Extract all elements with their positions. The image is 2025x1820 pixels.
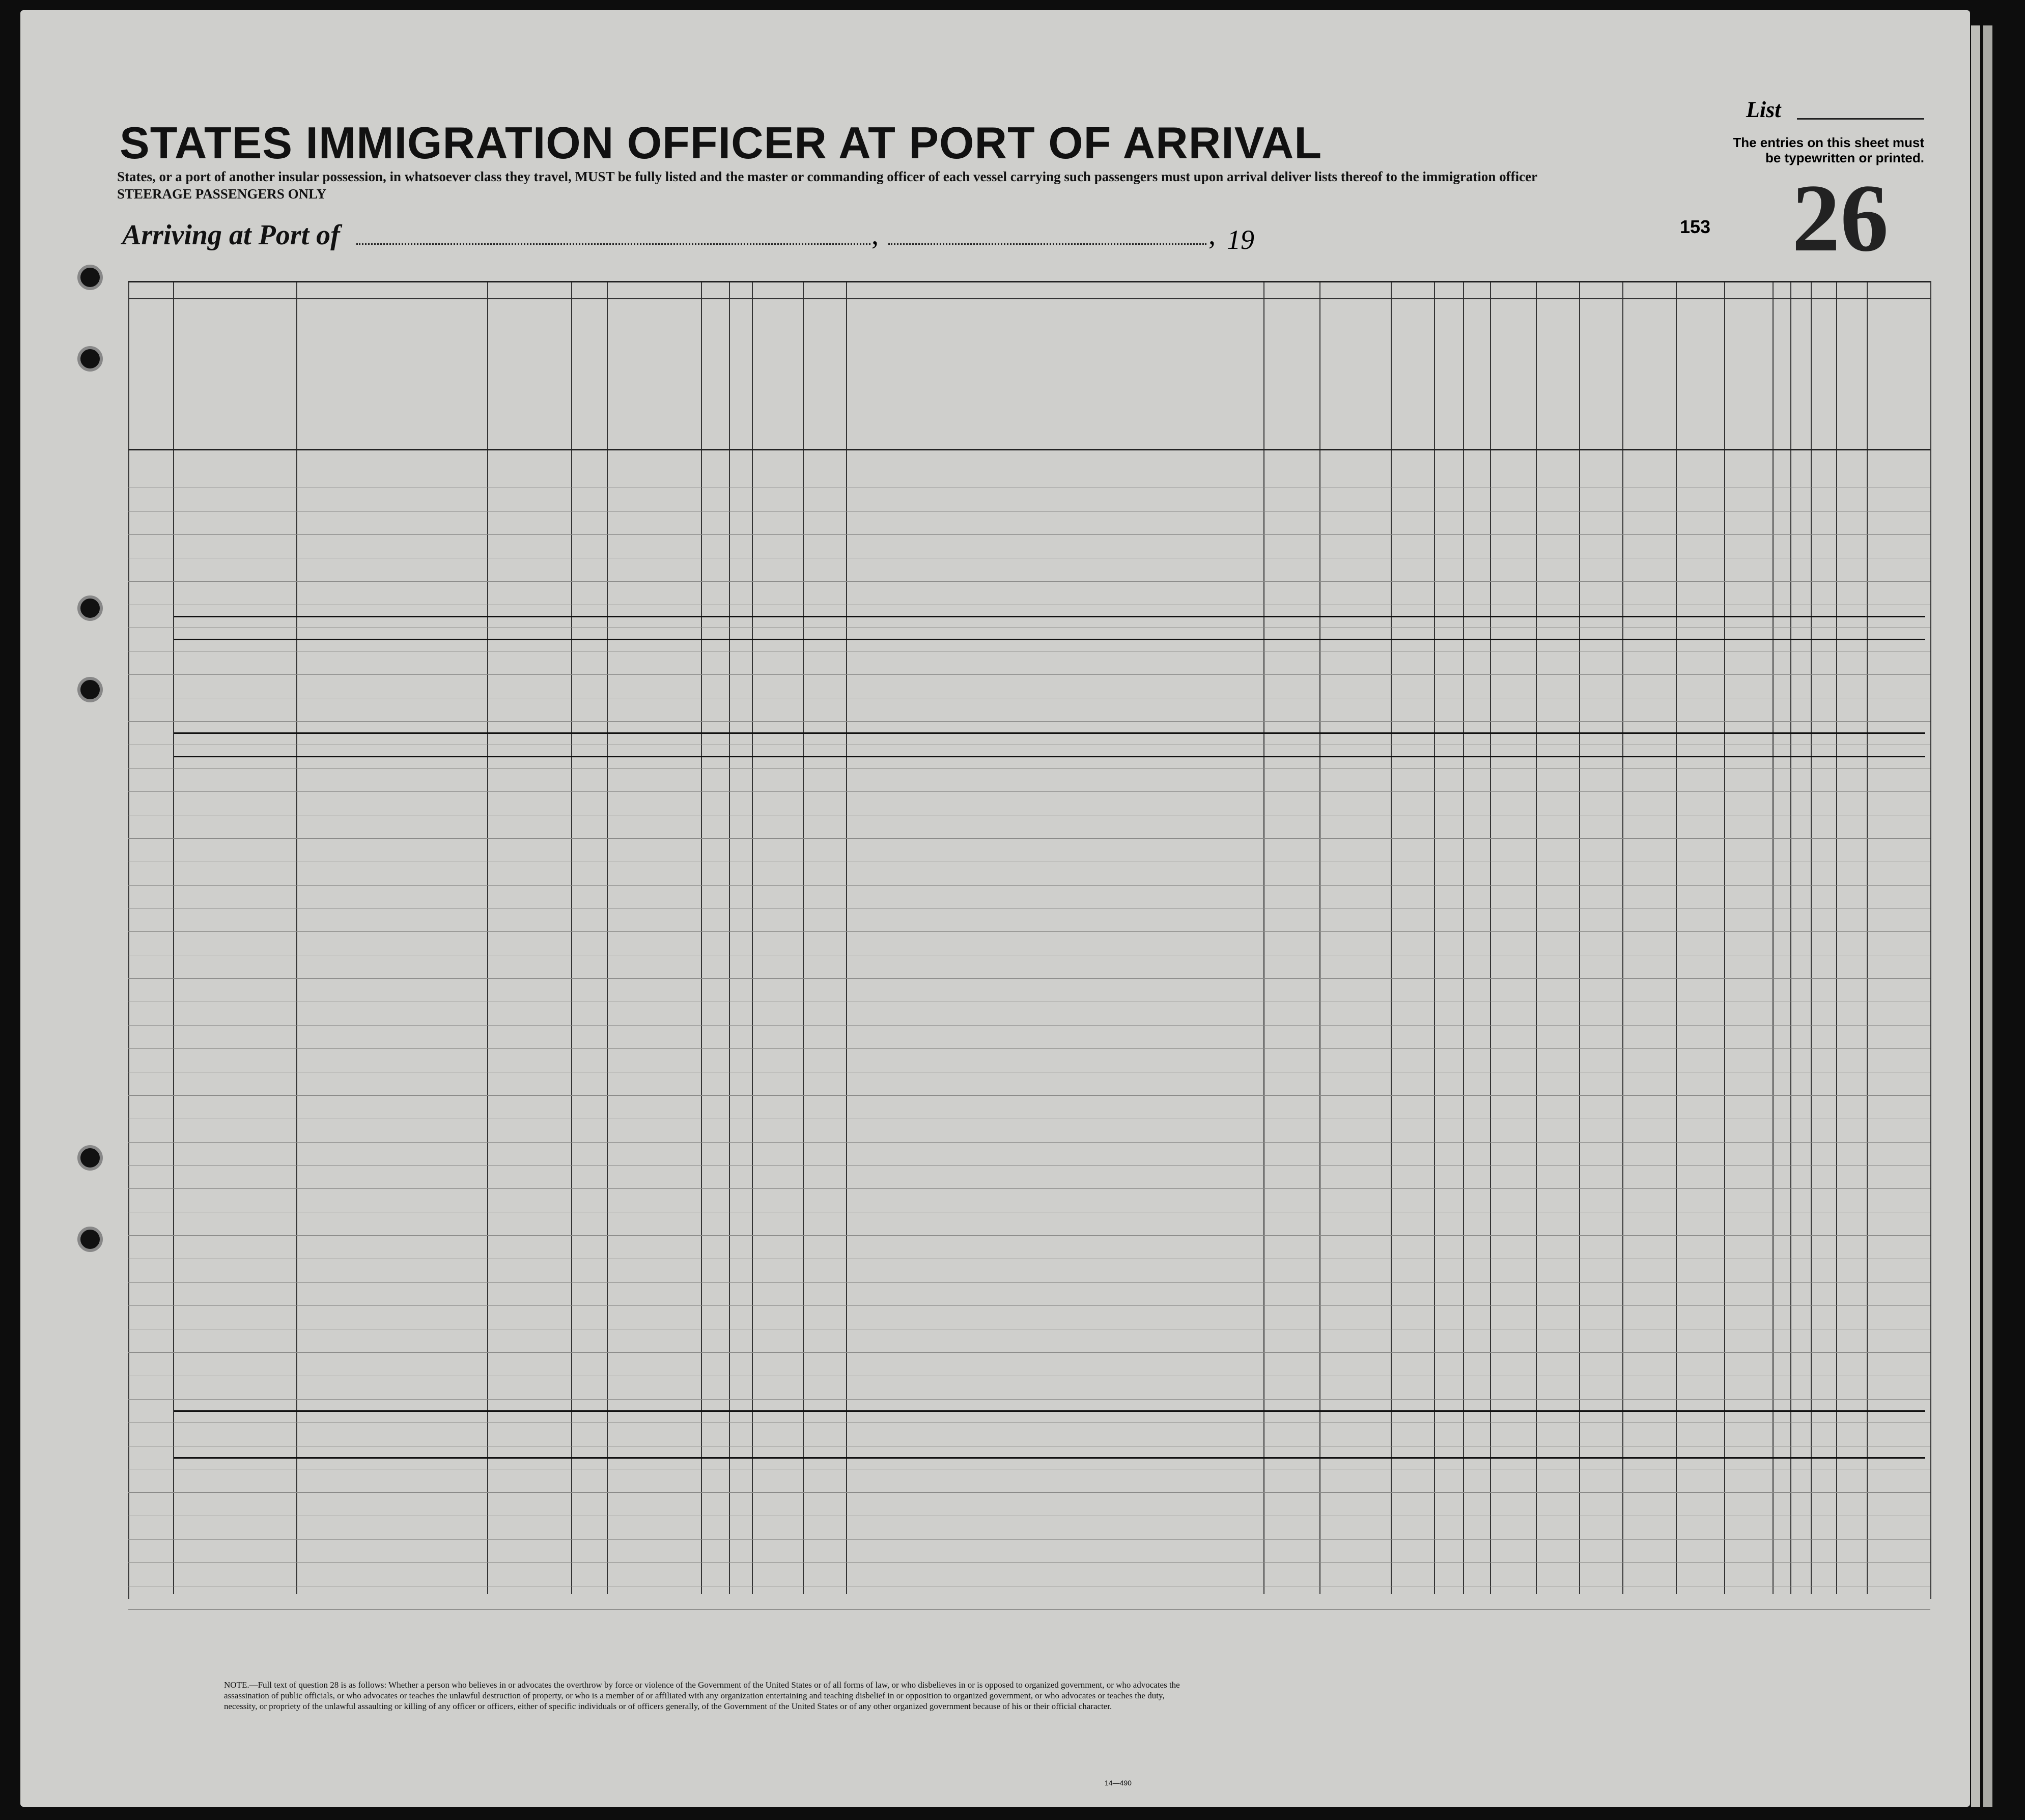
binding-hole — [77, 1145, 103, 1171]
list-label: List — [1746, 97, 1781, 122]
typewritten-note — [1700, 135, 1924, 165]
comma: , — [1208, 219, 1216, 251]
column-rule — [1790, 281, 1791, 1594]
strike-through — [174, 616, 1925, 617]
column-rule — [752, 281, 753, 1594]
column-rule — [803, 281, 804, 1594]
column-rule — [1676, 281, 1677, 1594]
strike-through — [174, 1410, 1925, 1412]
column-rule — [1836, 281, 1837, 1594]
row-rule — [128, 1399, 1930, 1400]
row-rule — [128, 791, 1930, 792]
row-rule — [128, 1235, 1930, 1236]
note-line: be typewritten or printed. — [1765, 150, 1924, 165]
binding-hole — [77, 677, 103, 702]
column-rule — [173, 281, 174, 1594]
column-rule — [1773, 281, 1774, 1594]
page-edge — [1983, 25, 1992, 1807]
column-rule — [1463, 281, 1464, 1594]
row-rule — [128, 768, 1930, 769]
column-rule — [1622, 281, 1623, 1594]
column-rule — [1263, 281, 1264, 1594]
row-rule — [128, 1095, 1930, 1096]
strike-through — [174, 1457, 1925, 1459]
row-rule — [128, 1539, 1930, 1540]
column-rule — [729, 281, 730, 1594]
form-number: 14—490 — [1105, 1779, 1132, 1787]
row-rule — [128, 1305, 1930, 1306]
row-rule — [128, 581, 1930, 582]
column-rule — [846, 281, 847, 1594]
column-rule — [701, 281, 702, 1594]
footnote: NOTE.—Full text of question 28 is as follows: Whether a person who believes in or advocates the overthrow by force or violence of the Government of the United States or of all forms of law, or who disbelieves in or is opposed to organized government, or who advocates the assassination of public officials, or who advocates or teaches the unlawful destruction of property, or who is a member of or affiliated with any organization entertaining and teaching disbelief in or opposition to organized government, or who advocates or teaches the duty, necessity, or propriety of the unlawful assaulting or killing of any officer or officers, either of specific individuals or of officers generally, of the Government of the United States or of any other organized government because of his or their official character. — [224, 1680, 1180, 1711]
row-rule — [128, 1142, 1930, 1143]
form-title: STATES IMMIGRATION OFFICER AT PORT OF ARRIVAL — [120, 118, 1323, 168]
strike-through — [174, 639, 1925, 640]
form-instructions: States, or a port of another insular possession, in whatsoever class they travel, MUST be fully listed and the master or commanding officer of each vessel carrying such passengers must upon arrival deliver lists thereof to the immigration officer — [117, 169, 1538, 184]
column-rule — [1490, 281, 1491, 1594]
strike-through — [174, 756, 1925, 757]
note-line: The entries on this sheet must — [1733, 135, 1924, 150]
year-prefix: 19 — [1227, 224, 1254, 255]
date-blank — [888, 243, 1206, 245]
binding-hole — [77, 265, 103, 290]
column-rule — [1391, 281, 1392, 1594]
row-rule — [128, 1282, 1930, 1283]
column-rule — [1579, 281, 1580, 1594]
column-rule — [487, 281, 488, 1594]
row-rule — [128, 1352, 1930, 1353]
column-rule — [296, 281, 297, 1594]
row-rule — [128, 721, 1930, 722]
row-rule — [128, 885, 1930, 886]
list-blank — [1797, 118, 1924, 120]
column-rule — [571, 281, 572, 1594]
header-number-rule — [128, 298, 1930, 299]
column-rule — [1434, 281, 1435, 1594]
row-rule — [128, 1492, 1930, 1493]
column-rule — [1536, 281, 1537, 1594]
arriving-label: Arriving at Port of — [122, 219, 340, 251]
row-rule — [128, 1188, 1930, 1189]
binding-hole — [77, 346, 103, 372]
comma: , — [871, 219, 879, 251]
table-top-rule — [128, 281, 1930, 282]
page-edge — [1971, 25, 1980, 1807]
row-rule — [128, 674, 1930, 675]
column-rule — [1930, 281, 1931, 1599]
column-rule — [1867, 281, 1868, 1594]
row-rule — [128, 1025, 1930, 1026]
strike-through — [174, 732, 1925, 734]
row-rule — [128, 1165, 1930, 1166]
row-rule — [128, 1609, 1930, 1610]
steerage-label: STEERAGE PASSENGERS ONLY — [117, 186, 327, 202]
row-rule — [128, 1048, 1930, 1049]
row-rule — [128, 931, 1930, 932]
column-rule — [1724, 281, 1725, 1594]
row-rule — [128, 838, 1930, 839]
column-rule — [1319, 281, 1320, 1594]
manifest-table — [128, 281, 1930, 1604]
sheet-number: 26 — [1792, 165, 1889, 272]
column-rule — [128, 281, 129, 1599]
column-rule — [607, 281, 608, 1594]
column-rule — [1811, 281, 1812, 1594]
row-rule — [128, 1562, 1930, 1563]
binding-hole — [77, 1227, 103, 1252]
row-rule — [128, 534, 1930, 535]
binding-hole — [77, 595, 103, 621]
port-blank — [356, 243, 870, 245]
header-bottom-rule — [128, 449, 1930, 450]
row-rule — [128, 978, 1930, 979]
page-number: 153 — [1680, 216, 1711, 237]
